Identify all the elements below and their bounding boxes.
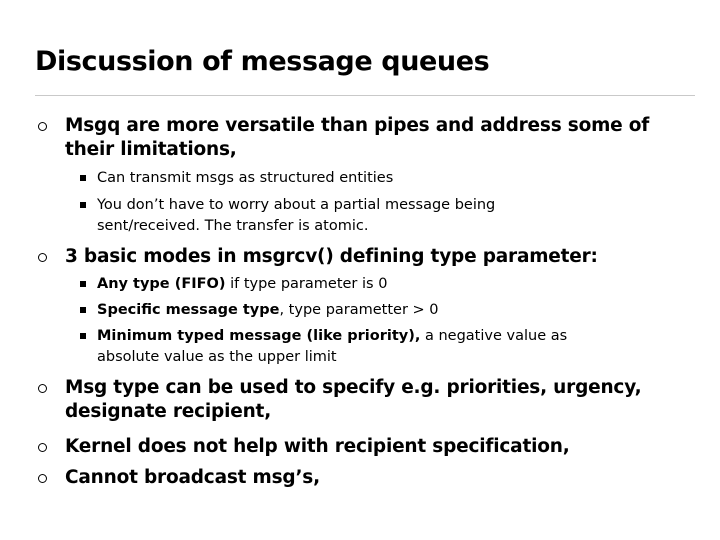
sub-bullet-bold-text: Minimum typed message (like priority), [97,328,421,344]
sub-bullet-item [80,326,597,368]
sub-bullet-item [80,300,597,321]
sub-bullet-item [80,195,597,237]
sub-bullet-text [97,274,597,295]
bullet-text: Msg type can be used to specify e.g. priorities, urgency, designate recipient, [65,377,642,422]
bullet-text: Cannot broadcast msg’s, [65,467,320,488]
ring-bullet-icon [38,384,47,393]
bullet-item [38,435,665,459]
square-bullet-icon [80,307,86,313]
square-bullet-icon [80,333,86,339]
ring-bullet-icon [38,443,47,452]
bullet-text: Kernel does not help with recipient specification, [65,436,570,457]
sub-bullet-plain-text: a negative value as absolute value as the upper limit [97,328,568,365]
bullet-text: 3 basic modes in msgrcv() defining type parameter: [65,246,598,267]
sub-bullet-bold-text: Any type (FIFO) [97,276,226,292]
sub-bullet-text: You don’t have to worry about a partial message being sent/received. The transfer is atomic. [97,197,496,234]
slide-title: Discussion of message queues [35,46,490,77]
sub-bullet-item [80,168,597,189]
bullet-item [38,114,665,162]
bullet-item [38,245,665,269]
sub-bullet-text [97,300,597,321]
square-bullet-icon [80,281,86,287]
sub-bullet-plain-text: , type parametter > 0 [279,302,439,318]
ring-bullet-icon [38,122,47,131]
bullet-item [38,466,665,490]
sub-bullet-text: Can transmit msgs as structured entities [97,170,394,186]
sub-bullet-plain-text: if type parameter is 0 [225,276,388,292]
ring-bullet-icon [38,474,47,483]
ring-bullet-icon [38,253,47,262]
square-bullet-icon [80,202,86,208]
bullet-item [38,376,665,424]
sub-bullet-bold-text: Specific message type [97,302,280,318]
bullet-text: Msgq are more versatile than pipes and address some of their limitations, [65,115,650,160]
sub-bullet-item [80,274,597,295]
square-bullet-icon [80,175,86,181]
title-divider [35,95,695,96]
sub-bullet-text [97,326,597,368]
